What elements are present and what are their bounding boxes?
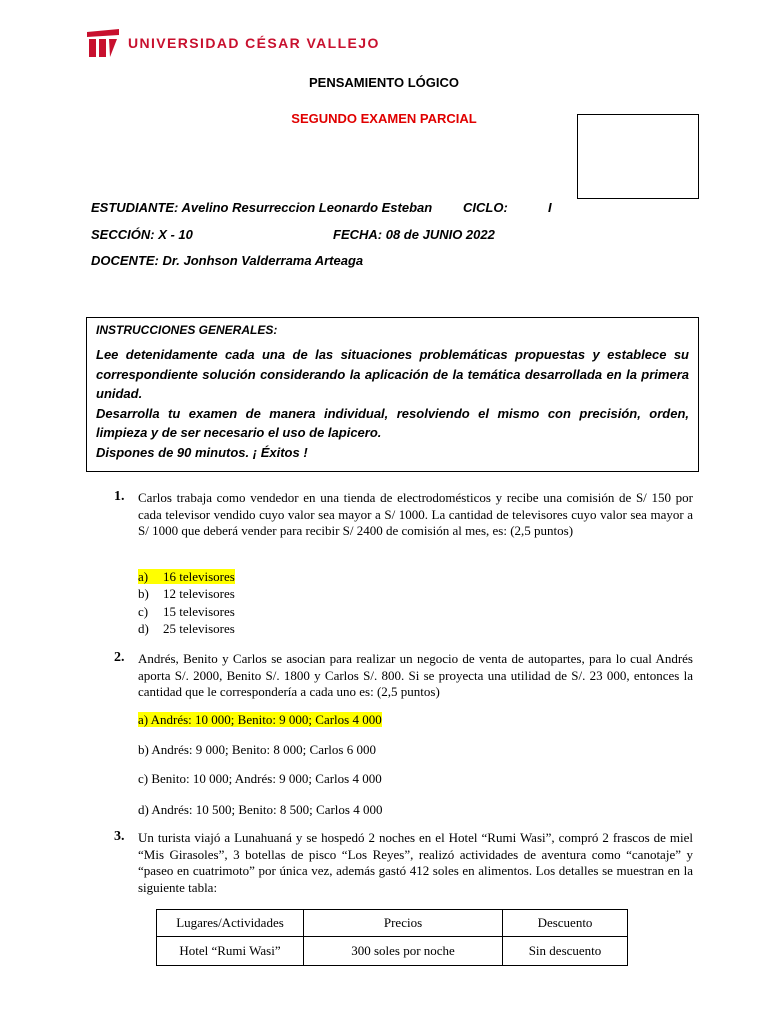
section-value: X - 10	[158, 227, 193, 242]
photo-box	[577, 114, 699, 199]
table-row	[157, 937, 628, 966]
instructions-heading: INSTRUCCIONES GENERALES:	[96, 323, 278, 337]
table-cell: Hotel “Rumi Wasi”	[157, 937, 304, 966]
instructions-box	[86, 317, 699, 472]
table-header-row	[157, 910, 628, 937]
cycle-label: CICLO:	[463, 200, 508, 215]
question-2-option-b: b) Andrés: 9 000; Benito: 8 000; Carlos 6 000	[138, 742, 376, 757]
question-1-text: Carlos trabaja como vendedor en una tienda de electrodomésticos y recibe una comisión de S/ 150 por cada televisor vendido cuyo valor sea mayor a S/ 1000. La cantidad de televisores cuyo valor sea mayor a S/ 1000 que deberá vender para recibir S/ 2400 de comisión al mes, es: (2,5 puntos)	[138, 490, 693, 538]
student-label: ESTUDIANTE:	[91, 200, 179, 215]
activities-table	[156, 909, 628, 966]
table-cell: Sin descuento	[503, 937, 628, 966]
date-value: 08 de JUNIO 2022	[385, 227, 495, 242]
section-label: SECCIÓN:	[91, 227, 155, 242]
table-header-cell: Precios	[304, 910, 503, 937]
question-3-number: 3.	[114, 829, 125, 844]
ucv-logo-icon	[86, 28, 120, 58]
university-name: UNIVERSIDAD CÉSAR VALLEJO	[128, 35, 380, 51]
question-2-option-a	[138, 712, 382, 729]
teacher-label: DOCENTE:	[91, 253, 159, 268]
student-field	[91, 200, 432, 215]
question-2-number: 2.	[114, 650, 125, 665]
table-header-cell: Descuento	[503, 910, 628, 937]
answer-highlight: a) 16 televisores	[138, 569, 235, 584]
instructions-paragraph-1: Lee detenidamente cada una de las situaciones problemáticas propuestas y establece su correspondiente solución considerando la aplicación de la temática desarrollada en la primera unidad.	[96, 347, 689, 401]
university-logo	[86, 28, 380, 58]
question-3-text: Un turista viajó a Lunahuaná y se hospedó 2 noches en el Hotel “Rumi Wasi”, compró 2 frascos de miel “Mis Girasoles”, 3 botellas de pisco “Los Reyes”, realizó actividades de aventura como “canotaje” y “paseo en cuatrimoto” por única vez, además gastó 412 soles en alimentos. Los detalles se muestran en la siguiente tabla:	[138, 830, 693, 895]
cycle-value: I	[548, 200, 552, 215]
section-field	[91, 227, 193, 242]
answer-highlight: a) Andrés: 10 000; Benito: 9 000; Carlos 4 000	[138, 712, 382, 727]
teacher-field	[91, 253, 363, 268]
instructions-paragraph-3: Dispones de 90 minutos. ¡ Éxitos !	[96, 444, 308, 460]
exam-title: SEGUNDO EXAMEN PARCIAL	[291, 111, 477, 126]
table-header-cell: Lugares/Actividades	[157, 910, 304, 937]
question-2-option-d: d) Andrés: 10 500; Benito: 8 500; Carlos 4 000	[138, 802, 383, 817]
question-2-option-c: c) Benito: 10 000; Andrés: 9 000; Carlos 4 000	[138, 771, 382, 786]
question-2-text: Andrés, Benito y Carlos se asocian para realizar un negocio de venta de autopartes, para lo cual Andrés aporta S/. 2000, Benito S/. 1800 y Carlos S/. 800. Si se proyecta una utilidad de S/. 23 000, entonces la cantidad que le correspondería a cada uno es: (2,5 puntos)	[138, 651, 693, 699]
teacher-name: Dr. Jonhson Valderrama Arteaga	[162, 253, 364, 268]
instructions-paragraph-2: Desarrolla tu examen de manera individual, resolviendo el mismo con precisión, orden, limpieza y de ser necesario el uso de lapicero.	[96, 405, 689, 440]
question-1-option-a	[138, 569, 235, 586]
date-field	[333, 227, 495, 242]
question-1-number: 1.	[114, 489, 125, 504]
student-name: Avelino Resurreccion Leonardo Esteban	[181, 200, 433, 215]
course-title: PENSAMIENTO LÓGICO	[309, 75, 459, 90]
table-cell: 300 soles por noche	[304, 937, 503, 966]
question-1-option-c: c) 15 televisores	[138, 604, 235, 619]
date-label: FECHA:	[333, 227, 383, 242]
question-1-option-d: d) 25 televisores	[138, 621, 235, 636]
question-1-option-b: b) 12 televisores	[138, 586, 235, 601]
